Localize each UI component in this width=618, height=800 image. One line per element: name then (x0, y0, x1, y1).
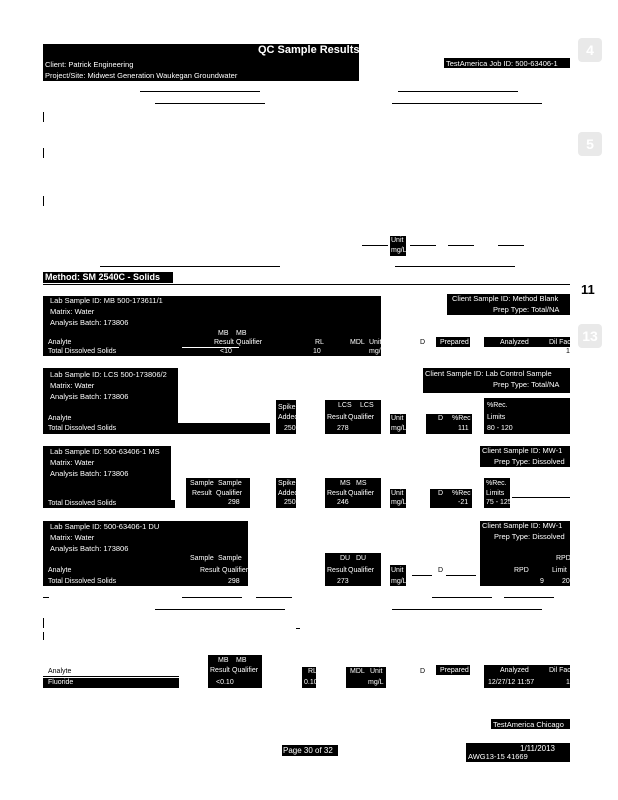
footer-stamp: AWG13-15 41669 (468, 752, 528, 761)
ms-limits: 75 - 125 (486, 499, 512, 506)
du-matrix: Matrix: Water (50, 533, 95, 542)
du-h-result: Result (200, 567, 220, 574)
fl-result: <0.10 (216, 679, 234, 686)
mb-h-dilfac: Dil Fac (549, 339, 571, 346)
job-id: TestAmerica Job ID: 500-63406-1 (446, 59, 558, 68)
ms-h-limits1: %Rec. (486, 480, 507, 487)
footer-date: 1/11/2013 (520, 744, 555, 753)
mb-batch: Analysis Batch: 173806 (50, 318, 129, 327)
mb-h-prepared: Prepared (440, 339, 469, 346)
lcs-h-lcs1: LCS (338, 402, 352, 409)
ms-h-sample1: Sample (190, 480, 214, 487)
ms-h-ms2: MS (356, 480, 367, 487)
du-limit: 20 (562, 578, 570, 585)
ms-lab-id: Lab Sample ID: 500-63406-1 MS (50, 447, 160, 456)
mb-h-result: Result (214, 339, 234, 346)
lcs-result: 278 (337, 425, 349, 432)
mb-analyzed: 12/27/12 13:00 (488, 348, 535, 355)
du-h-rpd: RPD (514, 567, 529, 574)
ms-h-ms1: MS (340, 480, 351, 487)
du-h-result2: Result (327, 567, 347, 574)
ms-analyte: Total Dissolved Solids (48, 500, 117, 507)
side-tab-5[interactable]: 5 (578, 132, 602, 156)
ms-h-limits2: Limits (486, 490, 505, 497)
ms-sample-result: 298 (228, 499, 240, 506)
ms-batch: Analysis Batch: 173806 (50, 469, 129, 478)
mb-dilfac: 1 (566, 348, 570, 355)
du-batch: Analysis Batch: 173806 (50, 544, 129, 553)
fl-h-mdl: MDL (350, 668, 365, 675)
unit-header-label: Unit (391, 237, 404, 244)
mb-prep-type: Prep Type: Total/NA (493, 305, 560, 314)
fl-h-mb1: MB (218, 657, 229, 664)
mb-h-unit: Unit (369, 339, 382, 346)
mb-result: <10 (220, 348, 232, 355)
mb-h-mb2: MB (236, 330, 247, 337)
footer-lab: TestAmerica Chicago (493, 720, 564, 729)
fl-analyte: Fluoride (48, 679, 74, 686)
du-lab-id: Lab Sample ID: 500-63406-1 DU (50, 522, 160, 531)
mb-h-qualifier: Qualifier (236, 339, 263, 346)
mb-h-d: D (420, 339, 426, 346)
du-sample-result: 298 (228, 578, 240, 585)
du-h-analyte: Analyte (48, 567, 72, 574)
mb-h-analyte: Analyte (48, 339, 72, 346)
mb-h-rl: RL (315, 339, 324, 346)
lcs-prep-type: Prep Type: Total/NA (493, 380, 560, 389)
fl-rl: 0.10 (304, 679, 318, 686)
lcs-unit: mg/L (391, 425, 407, 432)
du-h-sample2: Sample (218, 555, 242, 562)
side-tab-13[interactable]: 13 (578, 324, 602, 348)
ms-h-unit: Unit (391, 490, 404, 497)
du-h-limits1: RPD (556, 555, 571, 562)
du-rpd: 9 (540, 578, 544, 585)
ms-result: 246 (337, 499, 349, 506)
mb-lab-id: Lab Sample ID: MB 500-173611/1 (50, 296, 163, 305)
mb-rl: 10 (313, 348, 321, 355)
side-tab-11[interactable]: 11 (581, 282, 595, 297)
du-client-id: Client Sample ID: MW-1 (482, 521, 563, 530)
du-unit: mg/L (391, 578, 407, 585)
lcs-h-qualifier: Qualifier (348, 414, 375, 421)
ms-h-added: Added (278, 490, 299, 497)
lcs-h-limits1: %Rec. (487, 402, 508, 409)
du-h-du1: DU (340, 555, 351, 562)
lcs-analyte: Total Dissolved Solids (48, 425, 117, 432)
fl-h-dilfac: Dil Fac (549, 667, 571, 674)
fl-h-rl: RL (308, 668, 317, 675)
du-result: 273 (337, 578, 349, 585)
ms-h-result2: Result (327, 490, 347, 497)
ms-prep-type: Prep Type: Dissolved (494, 457, 565, 466)
fl-h-unit: Unit (370, 668, 383, 675)
lcs-h-spike2: Added (278, 414, 299, 421)
ms-h-sample2: Sample (218, 480, 242, 487)
lcs-matrix: Matrix: Water (50, 381, 95, 390)
ms-h-result: Result (192, 490, 212, 497)
project-site: Project/Site: Midwest Generation Waukegan Groundwater (45, 71, 238, 80)
lcs-h-spike1: Spike (278, 404, 296, 411)
lcs-client-id: Client Sample ID: Lab Control Sample (425, 369, 552, 378)
client-name: Client: Patrick Engineering (45, 60, 134, 69)
lcs-h-result: Result (327, 414, 347, 421)
method-label: Method: SM 2540C - Solids (45, 272, 161, 282)
lcs-h-analyte: Analyte (48, 415, 72, 422)
lcs-limits: 80 - 120 (487, 425, 513, 432)
lcs-h-rec: %Rec (452, 415, 471, 422)
mb-h-mb1: MB (218, 330, 229, 337)
mb-analyte: Total Dissolved Solids (48, 348, 117, 355)
du-h-limits2: Limit (552, 567, 567, 574)
fl-h-analyte: Analyte (48, 668, 72, 675)
ms-rec: -21 (458, 499, 469, 506)
ms-spike: 250 (284, 499, 296, 506)
ms-unit: mg/L (391, 499, 407, 506)
ms-h-qualifier: Qualifier (216, 490, 243, 497)
du-h-qualifier2: Qualifier (348, 567, 375, 574)
du-h-du2: DU (356, 555, 367, 562)
mb-matrix: Matrix: Water (50, 307, 95, 316)
fl-dilfac: 1 (566, 679, 570, 686)
ms-h-rec: %Rec (452, 490, 471, 497)
lcs-h-lcs2: LCS (360, 402, 374, 409)
fl-h-qualifier: Qualifier (232, 667, 259, 674)
ms-h-spike1: Spike (278, 480, 296, 487)
side-tab-4[interactable]: 4 (578, 38, 602, 62)
du-client-box (480, 521, 570, 586)
ms-matrix: Matrix: Water (50, 458, 95, 467)
lcs-h-limits2: Limits (487, 414, 506, 421)
du-h-d: D (438, 567, 444, 574)
lcs-rec: 111 (458, 425, 469, 432)
du-h-unit: Unit (391, 567, 404, 574)
mb-h-analyzed: Analyzed (500, 339, 529, 346)
lcs-h-unit: Unit (391, 415, 404, 422)
fl-analyzed: 12/27/12 11:57 (488, 679, 535, 686)
du-h-sample1: Sample (190, 555, 214, 562)
fl-h-mb2: MB (236, 657, 247, 664)
du-prep-type: Prep Type: Dissolved (494, 532, 565, 541)
lcs-h-d: D (438, 415, 444, 422)
ms-client-id: Client Sample ID: MW-1 (482, 446, 563, 455)
unit-header-value: mg/L (391, 247, 407, 254)
lcs-lab-id: Lab Sample ID: LCS 500-173806/2 (50, 370, 167, 379)
fl-h-analyzed: Analyzed (500, 667, 529, 674)
ms-h-d: D (438, 490, 444, 497)
du-analyte: Total Dissolved Solids (48, 578, 117, 585)
footer-page: Page 30 of 32 (283, 746, 333, 755)
mb-client-id: Client Sample ID: Method Blank (452, 294, 559, 303)
fl-unit: mg/L (368, 679, 384, 686)
fl-h-prepared: Prepared (440, 667, 469, 674)
ms-h-analyte: Analyte (48, 490, 72, 497)
mb-h-mdl: MDL (350, 339, 365, 346)
page-title: QC Sample Results (258, 44, 360, 56)
fl-h-d: D (420, 668, 426, 675)
du-h-qualifier: Qualifier (222, 567, 249, 574)
ms-h-qualifier2: Qualifier (348, 490, 375, 497)
mb-unit: mg/L (369, 348, 385, 355)
fl-h-result: Result (210, 667, 230, 674)
lcs-spike: 250 (284, 425, 296, 432)
lcs-batch: Analysis Batch: 173806 (50, 392, 129, 401)
